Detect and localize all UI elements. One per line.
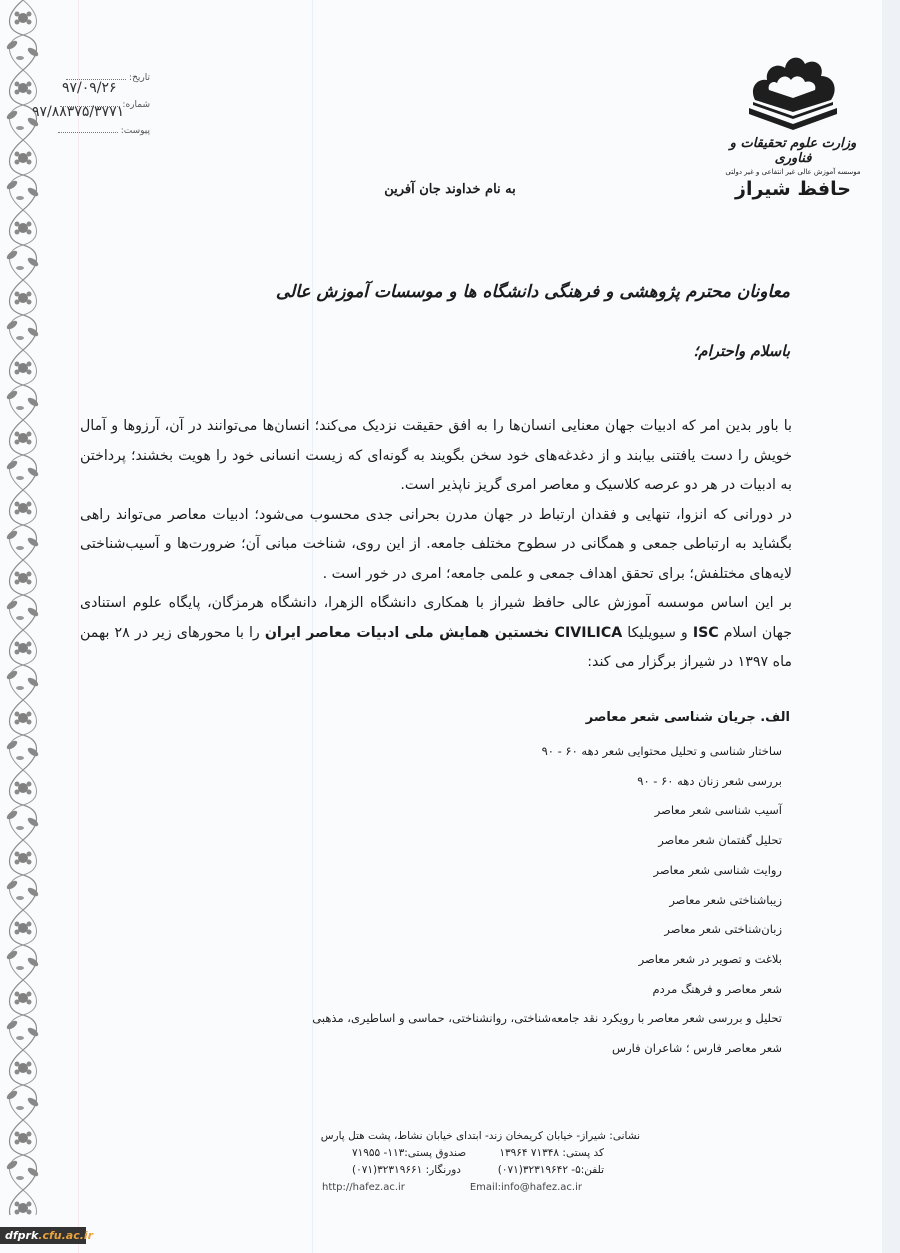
list-item: روایت شناسی شعر معاصر	[653, 862, 782, 877]
postal-code: کد پستی: ۷۱۳۴۸ ۱۳۹۶۴	[499, 1147, 604, 1159]
civilica-name: CIVILICA	[554, 624, 623, 641]
site-watermark[interactable]: dfprk.cfu.ac.ir	[0, 1227, 86, 1244]
list-item: آسیب شناسی شعر معاصر	[654, 803, 782, 818]
list-item: زبان‌شناختی شعر معاصر	[664, 922, 782, 937]
attachment-field	[40, 126, 150, 136]
fax: دورنگار: ۳۲۳۱۹۶۶۱(۰۷۱)	[352, 1164, 461, 1176]
letter-body	[80, 412, 792, 678]
institution-type: موسسه آموزش عالی غیر انتفاعی و غیر دولتی	[725, 168, 861, 176]
date-value: ۹۷/۰۹/۲۶	[62, 80, 117, 96]
isc-name: ISC	[692, 624, 719, 641]
website-link[interactable]: http://hafez.ac.ir	[322, 1182, 405, 1193]
number-label: شماره:	[122, 100, 150, 110]
po-box: صندوق پستی:۱۱۳- ۷۱۹۵۵	[352, 1147, 467, 1159]
list-item: تحلیل و بررسی شعر معاصر با رویکرد نقد جامعه‌شناختی، روانشناختی، حماسی و اساطیری، مذهبی	[312, 1011, 782, 1026]
paragraph-intro: با باور بدین امر که ادبیات جهان معنایی انسان‌ها را به افق حقیقت نزدیک می‌کند؛ انسان‌ها می‌توانند در آن، آرزوها و آمال خویش را دست یافتنی بیابند و از دغدغه‌های خود سخن بگویند به گونه‌ای که زیست انسانی خود را هویت بخشند؛ پرداختن به ادبیات در هر دو عرصه کلاسیک و معاصر امری گریز ناپذیر است.	[80, 418, 792, 493]
addressee: معاونان محترم پژوهشی و فرهنگی دانشگاه ها و موسسات آموزش عالی	[275, 282, 790, 302]
list-item: ساختار شناسی و تحلیل محتوایی شعر دهه ۶۰ - ۹۰	[541, 744, 782, 758]
scan-guide-line	[78, 0, 79, 1253]
paragraph-announcement: بر این اساس موسسه آموزش عالی حافظ شیراز با همکاری دانشگاه الزهرا، دانشگاه هرمزگان، پایگاه علوم استنادی جهان اسلام ISC و سیویلیکا CIVILICA نخستین همایش ملی ادبیات معاصر ایران را با محورهای زیر در ۲۸ بهمن ماه ۱۳۹۷ در شیراز برگزار می کند:	[80, 595, 792, 670]
list-item: شعر معاصر و فرهنگ مردم	[652, 981, 782, 996]
institution-logo	[718, 50, 868, 210]
section-title: الف. جریان شناسی شعر معاصر	[585, 710, 790, 725]
number-value: ۹۷/۸۸۳۷۵/۳۷۷۱	[32, 104, 125, 120]
list-item: تحلیل گفتمان شعر معاصر	[658, 833, 782, 848]
ministry-name: وزارت علوم تحقیقات و فناوری	[729, 136, 857, 166]
list-item: بررسی شعر زنان دهه ۶۰ - ۹۰	[637, 773, 782, 788]
topic-list	[312, 737, 782, 1064]
bismillah-heading: به نام خداوند جان آفرین	[384, 182, 516, 197]
attachment-label: پیوست:	[120, 126, 150, 136]
list-item: زیباشناختی شعر معاصر	[669, 892, 782, 907]
paragraph-context: در دورانی که انزوا، تنهایی و فقدان ارتباط در جهان مدرن بحرانی جدی محسوب می‌شود؛ ادبیات معاصر می‌تواند راهی بگشاید به ارتباطی جمعی و همگانی در سطوح مختلف جامعه. از این روی، شناخت مبانی آن؛ ضرورت‌ها و آسیب‌شناختی لایه‌های مختلفش؛ برای تحقق اهداف جمعی و علمی جامعه؛ امری در خور است .	[80, 506, 792, 582]
floral-border-icon	[0, 0, 46, 1215]
list-item: شعر معاصر فارس ؛ شاعران فارس	[612, 1041, 782, 1056]
hafez-dome-icon	[743, 50, 843, 132]
salutation: باسلام واحترام؛	[693, 342, 790, 360]
scan-edge	[882, 0, 900, 1253]
event-name: نخستین همایش ملی ادبیات معاصر ایران	[264, 624, 555, 641]
address: نشانی: شیراز- خیابان کریمخان زند- ابتدای خیابان نشاط، پشت هتل پارس	[320, 1130, 640, 1142]
list-item: بلاغت و تصویر در شعر معاصر	[638, 951, 782, 966]
date-label: تاریخ:	[129, 73, 150, 83]
letterhead-footer	[300, 1128, 640, 1196]
institution-name: حافظ شیراز	[735, 178, 851, 200]
phone: تلفن:۵- ۳۲۳۱۹۶۴۲(۰۷۱)	[497, 1164, 604, 1176]
email-link[interactable]: Email:info@hafez.ac.ir	[469, 1182, 582, 1193]
